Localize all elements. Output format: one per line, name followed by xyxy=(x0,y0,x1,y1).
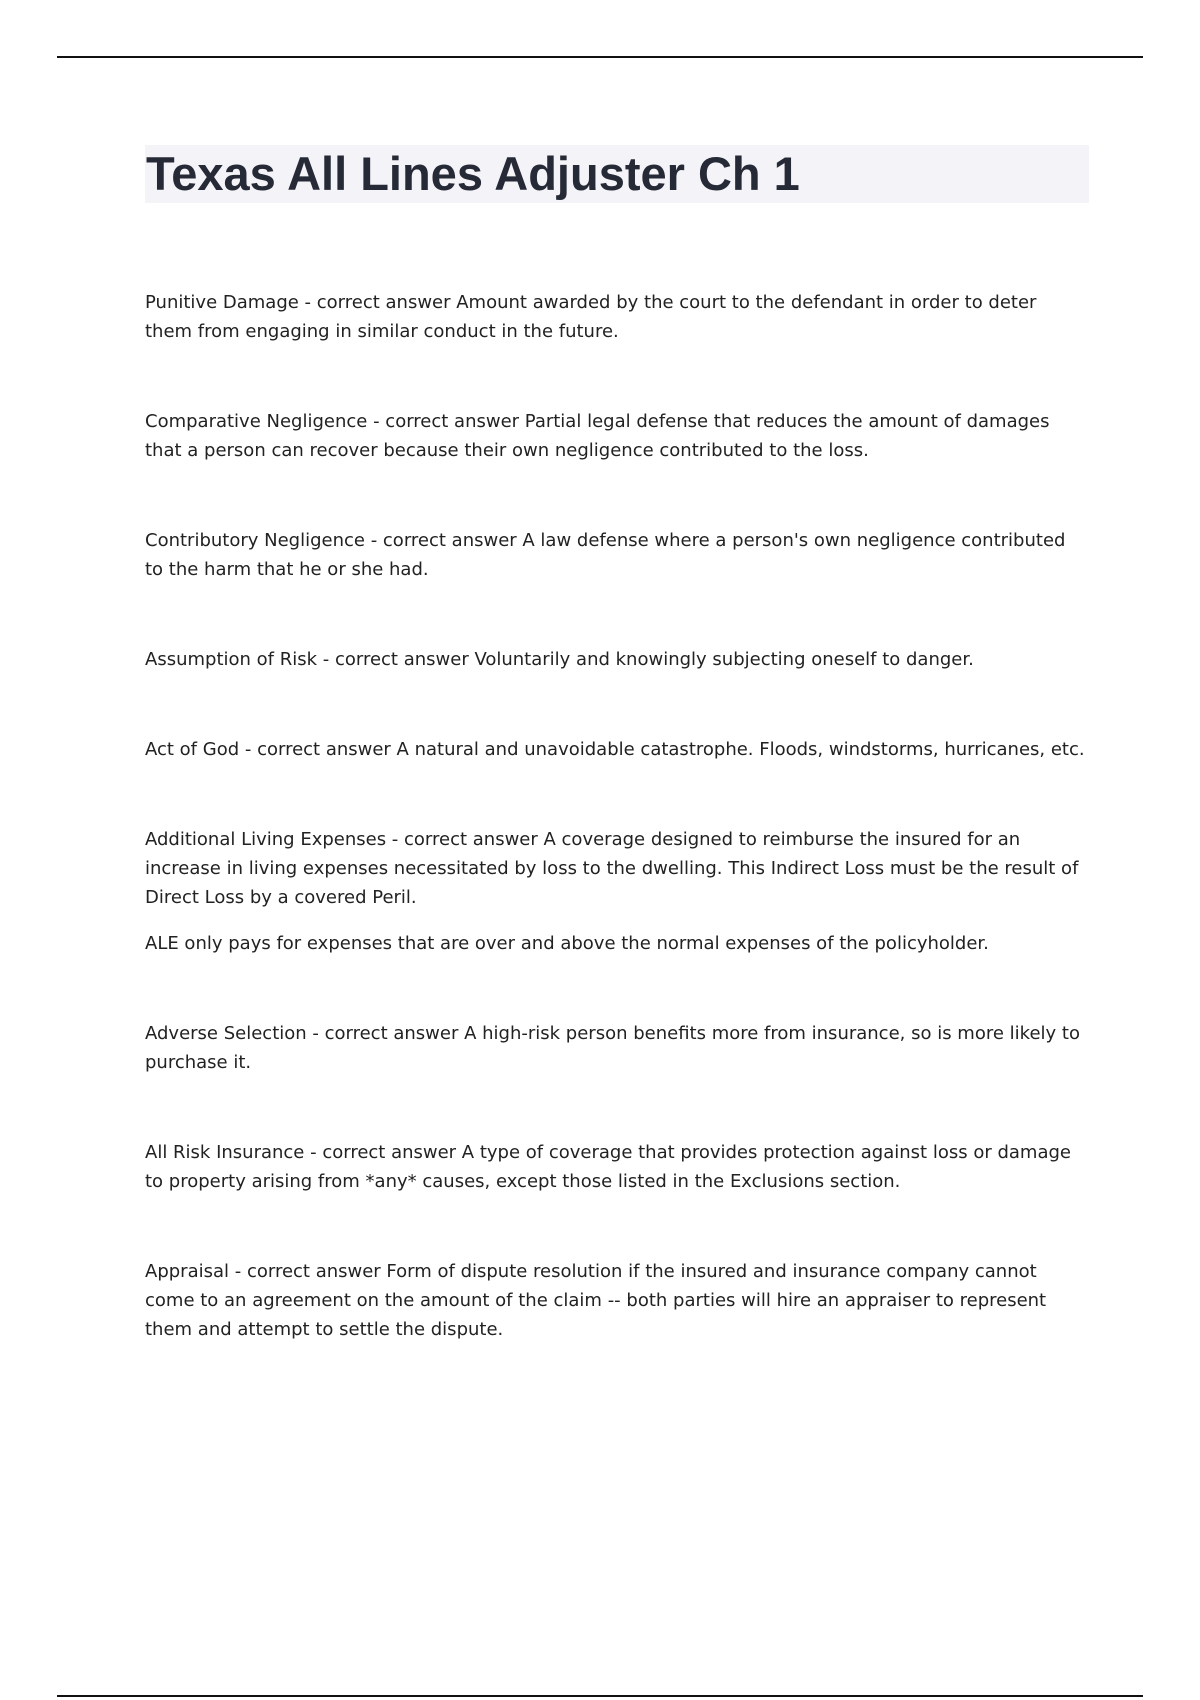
entry-text: Act of God - correct answer A natural and unavoidable catastrophe. Floods, windstorms, hurricanes, etc. xyxy=(145,739,1085,760)
entry-text: Adverse Selection - correct answer A high-risk person benefits more from insurance, so is more likely to purchase it. xyxy=(145,1023,1080,1073)
flashcard-entry xyxy=(145,735,1087,764)
entry-text: Assumption of Risk - correct answer Voluntarily and knowingly subjecting oneself to danger. xyxy=(145,649,974,670)
entry-text: All Risk Insurance - correct answer A type of coverage that provides protection against loss or damage to property arising from *any* causes, except those listed in the Exclusions section. xyxy=(145,1142,1071,1192)
entry-text: Additional Living Expenses - correct answer A coverage designed to reimburse the insured for an increase in living expenses necessitated by loss to the dwelling. This Indirect Loss must be the result of Direct Loss by a covered Peril. xyxy=(145,829,1079,908)
top-divider xyxy=(57,56,1143,58)
flashcard-entry xyxy=(145,645,1087,674)
flashcard-entry xyxy=(145,1138,1087,1196)
entry-text: Punitive Damage - correct answer Amount awarded by the court to the defendant in order to deter them from engaging in similar conduct in the future. xyxy=(145,292,1037,342)
entry-text: Appraisal - correct answer Form of dispute resolution if the insured and insurance company cannot come to an agreement on the amount of the claim -- both parties will hire an appraiser to represent them and attempt to settle the dispute. xyxy=(145,1261,1047,1340)
flashcard-entry xyxy=(145,407,1087,465)
flashcard-entry xyxy=(145,288,1087,346)
flashcard-entry xyxy=(145,1019,1087,1077)
entry-text: Comparative Negligence - correct answer Partial legal defense that reduces the amount of damages that a person can recover because their own negligence contributed to the loss. xyxy=(145,411,1050,461)
document-title: Texas All Lines Adjuster Ch 1 xyxy=(146,147,800,200)
entry-note: ALE only pays for expenses that are over and above the normal expenses of the policyholder. xyxy=(145,933,989,954)
flashcard-entry xyxy=(145,825,1087,958)
bottom-divider xyxy=(57,1695,1143,1697)
entry-text: Contributory Negligence - correct answer A law defense where a person's own negligence contributed to the harm that he or she had. xyxy=(145,530,1066,580)
flashcard-entry xyxy=(145,1257,1087,1344)
flashcard-entry xyxy=(145,526,1087,584)
flashcard-list xyxy=(145,288,1087,1344)
